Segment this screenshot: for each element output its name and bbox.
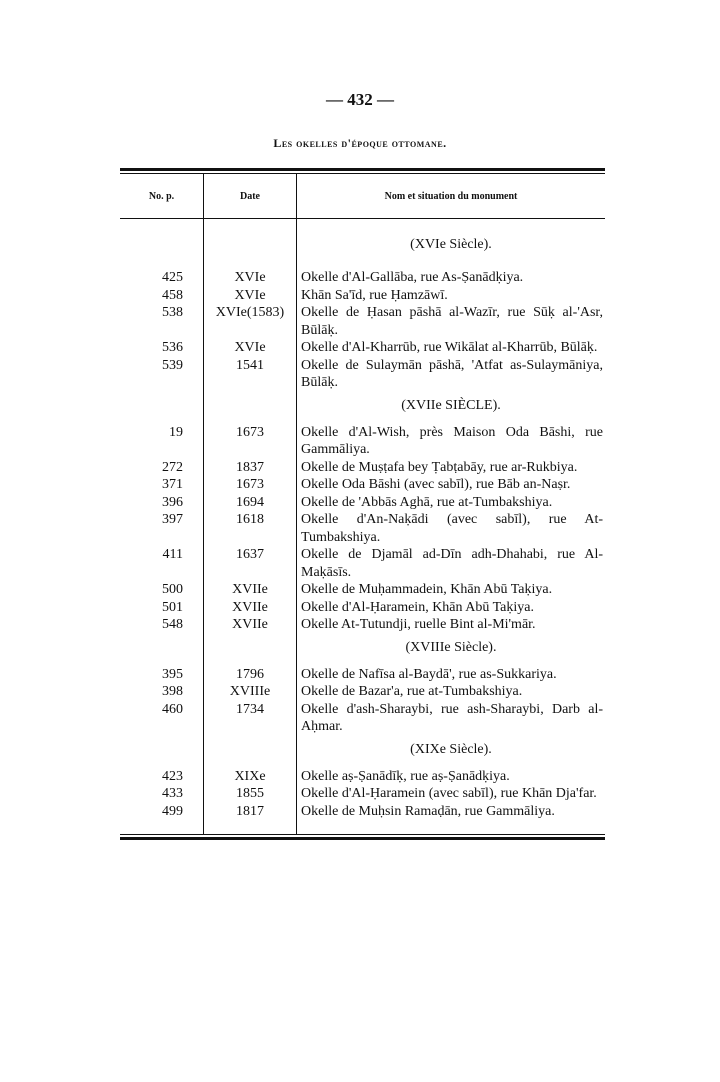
section-heading: (XVIIe SIÈCLE). bbox=[401, 397, 501, 413]
table-row bbox=[120, 666, 605, 684]
table-row bbox=[120, 511, 605, 546]
table-row bbox=[120, 599, 605, 617]
section-heading-row bbox=[120, 219, 605, 269]
cell-date: 1855 bbox=[203, 785, 297, 803]
header-date: Date bbox=[203, 174, 297, 218]
cell-page-number: 398 bbox=[162, 684, 183, 699]
cell-page-number: 411 bbox=[162, 547, 183, 562]
cell-page-number: 458 bbox=[162, 287, 183, 303]
section-heading-row bbox=[120, 736, 605, 768]
cell-monument-name: Okelle de Muṣṭafa bey Ṭabṭabāy, rue ar-Rukbiya. bbox=[301, 459, 578, 475]
table-row bbox=[120, 339, 605, 357]
cell-monument-name: Okelle d'Al-Wish, près Maison Oda Bāshi, rue Gammāliya. bbox=[301, 424, 603, 457]
cell-page-number: 536 bbox=[162, 340, 183, 355]
table-row bbox=[120, 683, 605, 701]
cell-monument-name: Okelle de Ḥasan pāshā al-Wazīr, rue Sūḳ al-'Asr, Būlāḳ. bbox=[301, 305, 603, 338]
cell-monument-name: Khān Sa'īd, rue Ḥamzāwī. bbox=[301, 287, 448, 303]
table-row bbox=[120, 357, 605, 392]
cell-date: XVIe bbox=[203, 339, 297, 357]
cell-page-number: 395 bbox=[162, 666, 183, 682]
cell-date: 1673 bbox=[203, 476, 297, 494]
table-bottom-rule-thick bbox=[120, 837, 605, 840]
table-row bbox=[120, 304, 605, 339]
cell-page-number: 538 bbox=[162, 305, 183, 320]
cell-monument-name: Okelle Oda Bāshi (avec sabīl), rue Bāb an-Naṣr. bbox=[301, 477, 571, 492]
table-row bbox=[120, 476, 605, 494]
table-body bbox=[120, 219, 605, 820]
cell-page-number: 539 bbox=[162, 357, 183, 373]
table-row bbox=[120, 701, 605, 736]
header-name: Nom et situation du monument bbox=[384, 190, 518, 202]
cell-monument-name: Okelle d'Al-Ḥaramein, Khān Abū Taḳiya. bbox=[301, 599, 534, 615]
cell-page-number: 397 bbox=[162, 512, 183, 527]
cell-date: 1734 bbox=[203, 701, 297, 736]
table-row bbox=[120, 459, 605, 477]
cell-monument-name: Okelle d'Al-Ḥaramein (avec sabīl), rue Khān Dja'far. bbox=[301, 786, 597, 801]
table-row bbox=[120, 803, 605, 821]
cell-date: XVIe(1583) bbox=[203, 304, 297, 339]
table-row bbox=[120, 581, 605, 599]
cell-page-number: 272 bbox=[162, 459, 183, 475]
cell-monument-name: Okelle d'An-Naḳādi (avec sabīl), rue At-Tumbakshiya. bbox=[301, 512, 603, 545]
cell-monument-name: Okelle d'Al-Kharrūb, rue Wikālat al-Kharrūb, Būlāḳ. bbox=[301, 340, 598, 355]
table-row bbox=[120, 494, 605, 512]
cell-date: XVIe bbox=[203, 287, 297, 305]
cell-monument-name: Okelle de Nafīsa al-Baydā', rue as-Sukkariya. bbox=[301, 666, 557, 682]
table-row bbox=[120, 616, 605, 634]
cell-date: 1637 bbox=[203, 546, 297, 581]
table-top-rule-thick bbox=[120, 168, 605, 171]
page-number: — 432 — bbox=[326, 90, 394, 109]
cell-date: XVIe bbox=[203, 269, 297, 287]
table-bottom-gap bbox=[120, 820, 605, 834]
table-row bbox=[120, 287, 605, 305]
table-row bbox=[120, 269, 605, 287]
header-no: No. p. bbox=[148, 190, 175, 202]
table-bottom-rule-thin bbox=[120, 834, 605, 835]
cell-page-number: 423 bbox=[162, 768, 183, 784]
section-heading: (XIXe Siècle). bbox=[410, 741, 492, 757]
cell-date: 1673 bbox=[203, 424, 297, 459]
cell-date: XIXe bbox=[203, 768, 297, 786]
cell-page-number: 548 bbox=[162, 617, 183, 632]
cell-monument-name: Okelle de Djamāl ad-Dīn adh-Dhahabi, rue Al-Maḳāsīs. bbox=[301, 547, 603, 580]
cell-date: 1618 bbox=[203, 511, 297, 546]
cell-monument-name: Okelle d'ash-Sharaybi, rue ash-Sharaybi, Darb al-Aḥmar. bbox=[301, 701, 603, 734]
cell-monument-name: Okelle de Muḥsin Ramaḍān, rue Gammāliya. bbox=[301, 803, 555, 819]
cell-page-number: 500 bbox=[162, 582, 183, 597]
cell-monument-name: Okelle de 'Abbās Aghā, rue at-Tumbakshiya. bbox=[301, 494, 553, 510]
table-row bbox=[120, 785, 605, 803]
cell-page-number: 501 bbox=[162, 599, 183, 615]
section-heading: (XVIIIe Siècle). bbox=[405, 639, 497, 655]
section-heading-row bbox=[120, 392, 605, 424]
cell-date: 1694 bbox=[203, 494, 297, 512]
cell-page-number: 396 bbox=[162, 494, 183, 510]
cell-monument-name: Okelle At-Tutundji, ruelle Bint al-Mi'mār. bbox=[301, 617, 536, 632]
cell-date: 1796 bbox=[203, 666, 297, 684]
cell-monument-name: Okelle aṣ-Ṣanādīḳ, rue aṣ-Ṣanādḳiya. bbox=[301, 768, 510, 784]
cell-monument-name: Okelle de Muḥammadein, Khān Abū Taḳiya. bbox=[301, 582, 553, 597]
cell-monument-name: Okelle d'Al-Gallāba, rue As-Ṣanādḳiya. bbox=[301, 270, 524, 285]
cell-page-number: 425 bbox=[162, 270, 183, 285]
cell-page-number: 371 bbox=[162, 477, 183, 492]
cell-date: 1817 bbox=[203, 803, 297, 821]
cell-monument-name: Okelle de Sulaymān pāshā, 'Atfat as-Sulaymāniya, Būlāḳ. bbox=[301, 357, 603, 390]
table-row bbox=[120, 546, 605, 581]
cell-date: 1541 bbox=[203, 357, 297, 392]
table-row bbox=[120, 768, 605, 786]
cell-date: 1837 bbox=[203, 459, 297, 477]
table-row bbox=[120, 424, 605, 459]
cell-page-number: 433 bbox=[162, 786, 183, 801]
table-header-row bbox=[120, 174, 605, 219]
cell-date: XVIIe bbox=[203, 599, 297, 617]
cell-page-number: 460 bbox=[162, 701, 183, 717]
cell-date: XVIIe bbox=[203, 616, 297, 634]
cell-page-number: 19 bbox=[169, 424, 183, 440]
cell-date: XVIIe bbox=[203, 581, 297, 599]
section-heading-row bbox=[120, 634, 605, 666]
cell-page-number: 499 bbox=[162, 803, 183, 819]
okelles-table bbox=[120, 168, 605, 840]
page-title: Les okelles d'époque ottomane. bbox=[273, 136, 447, 150]
section-heading: (XVIe Siècle). bbox=[410, 237, 492, 252]
cell-date: XVIIIe bbox=[203, 683, 297, 701]
cell-monument-name: Okelle de Bazar'a, rue at-Tumbakshiya. bbox=[301, 684, 523, 699]
